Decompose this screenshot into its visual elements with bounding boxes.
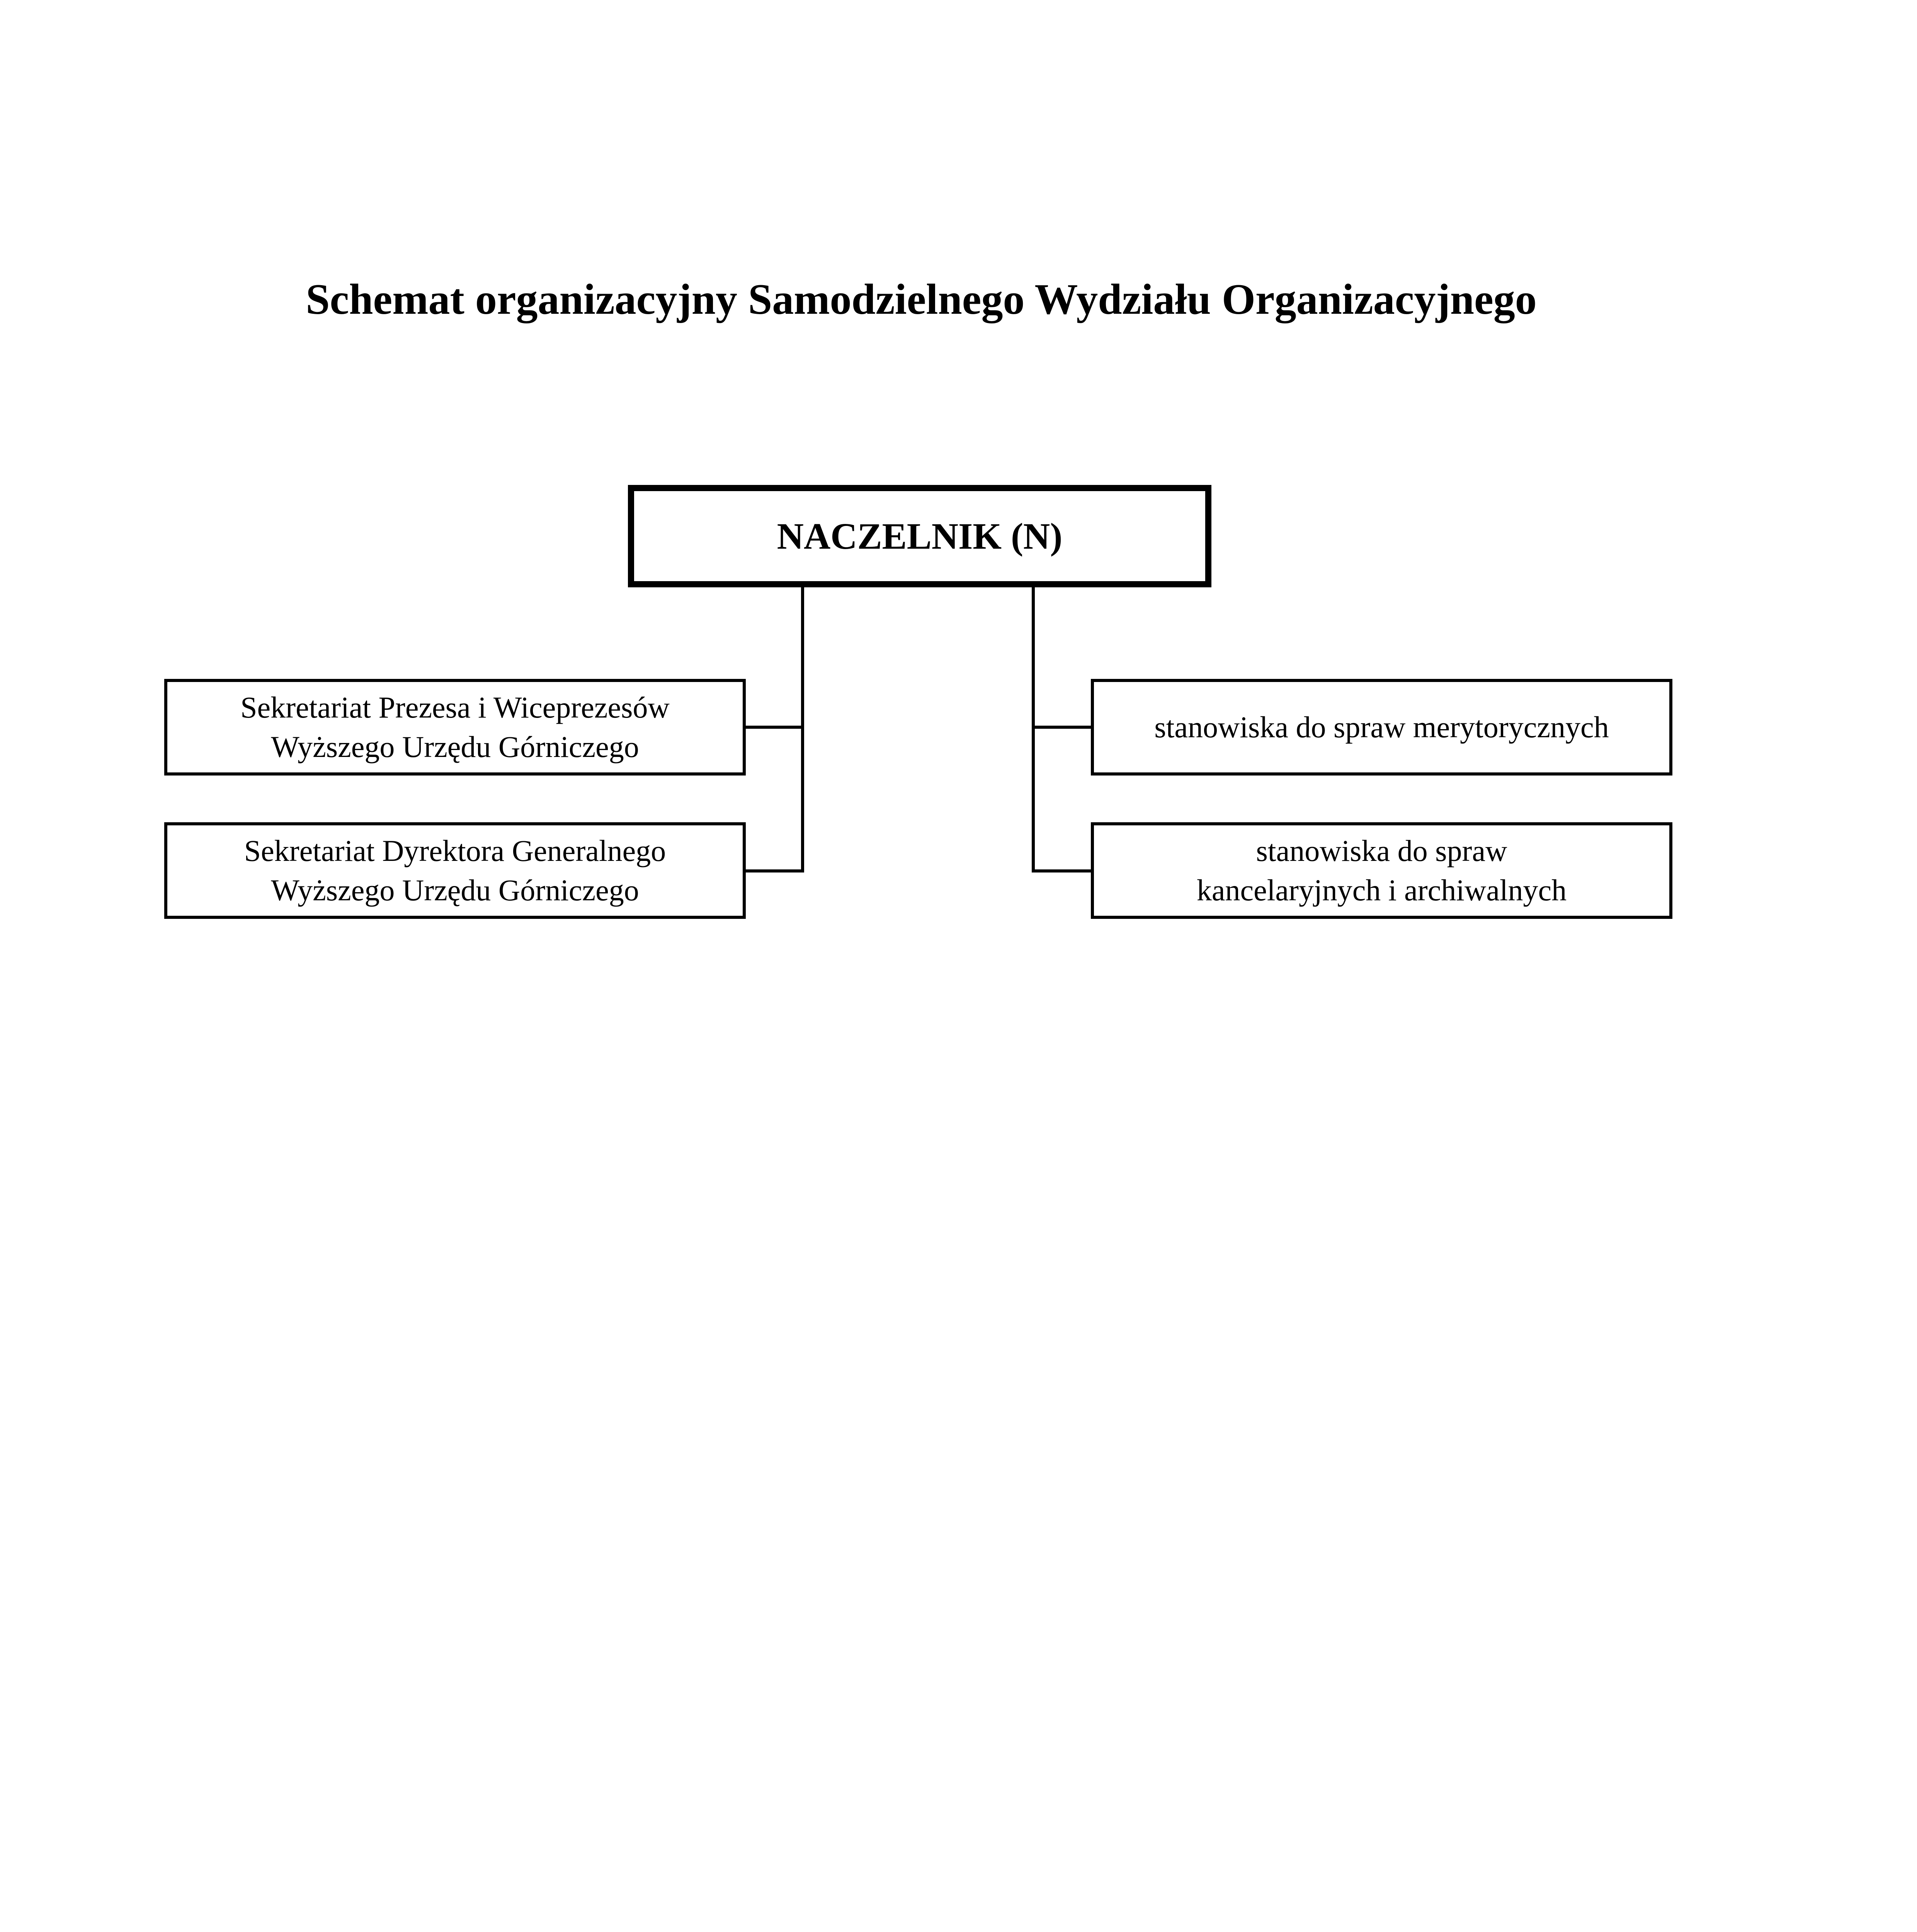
unit-label-line: stanowiska do spraw [1256, 834, 1507, 867]
unit-label-line: Sekretariat Dyrektora Generalnego [244, 834, 666, 867]
connector-right-branch-2 [1032, 869, 1092, 872]
connector-left-branch-1 [744, 726, 804, 729]
unit-label [244, 831, 666, 910]
unit-label-line: kancelaryjnych i archiwalnych [1196, 873, 1567, 907]
connector-right-vertical [1032, 587, 1035, 872]
unit-label-line: stanowiska do spraw merytorycznych [1154, 710, 1609, 744]
unit-box-sekretariat-dyrektora [164, 822, 746, 919]
unit-box-sekretariat-prezesa [164, 679, 746, 776]
unit-label-line: Sekretariat Prezesa i Wiceprezesów [240, 690, 670, 724]
unit-label-line: Wyższego Urzędu Górniczego [271, 873, 639, 907]
connector-left-branch-2 [744, 869, 804, 872]
head-label: NACZELNIK (N) [777, 515, 1063, 557]
unit-label [1197, 831, 1567, 910]
unit-box-stanowiska-merytoryczne [1091, 679, 1672, 776]
unit-box-stanowiska-kancelaryjne [1091, 822, 1672, 919]
connector-left-vertical [801, 587, 804, 872]
connector-right-branch-1 [1032, 726, 1092, 729]
unit-label [240, 688, 670, 767]
page-title: Schemat organizacyjny Samodzielnego Wydziału Organizacyjnego [306, 276, 1537, 323]
unit-label-line: Wyższego Urzędu Górniczego [271, 730, 639, 764]
head-box-naczelnik [628, 485, 1211, 587]
unit-label [1154, 707, 1609, 747]
